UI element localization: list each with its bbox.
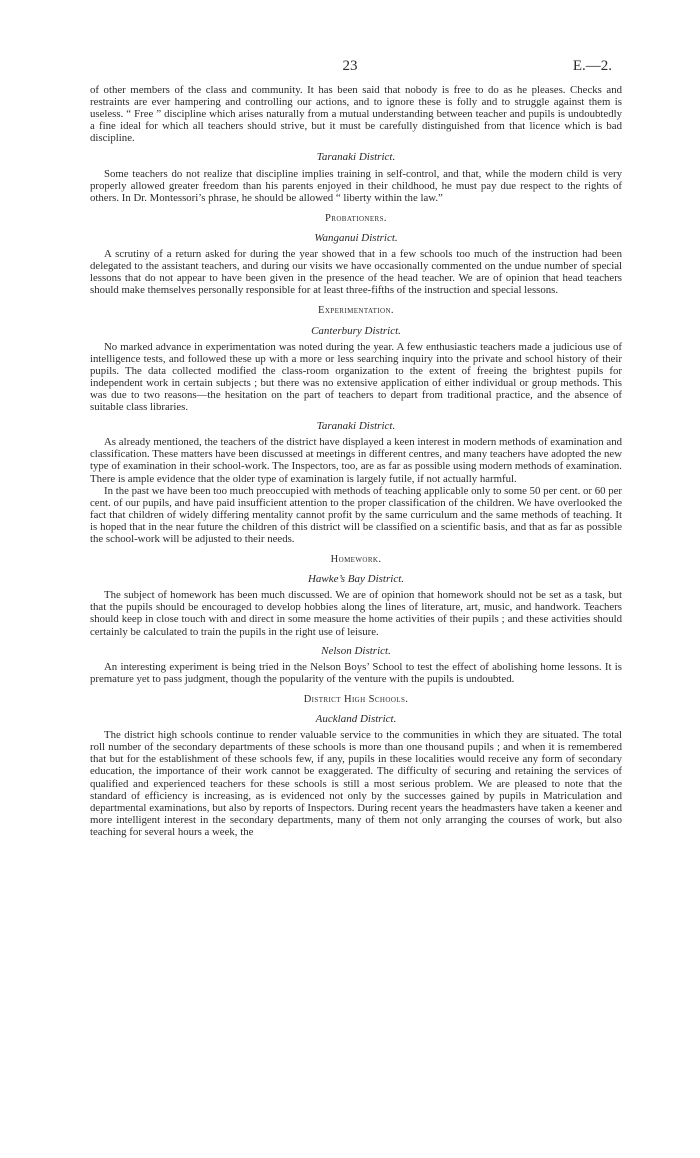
paragraph: An interesting experiment is being tried in the Nelson Boys’ School to test the effect of abolishing home lessons. It is premature yet to pass judgment, though the popularity of the venture with the pupils is undoubted.: [90, 660, 622, 685]
document-body: [90, 84, 622, 838]
paragraph: of other members of the class and community. It has been said that nobody is free to do as he pleases. Checks and restraints are ever hampering and controlling our actions, and to ignore these is folly and to struggle against them is useless. “ Free ” discipline which arises naturally from a mutual understanding between teacher and pupils is undoubtedly a fine ideal for which all teachers should strive, but it must be carefully distinguished from that licence which is bad discipline.: [90, 84, 622, 145]
document-reference: E.—2.: [572, 58, 612, 74]
paragraph: In the past we have been too much preoccupied with methods of teaching applicable only to some 50 per cent. or 60 per cent. of our pupils, and have paid insufficient attention to the proper classification of the children. We have overlooked the fact that children of widely differing mentality cannot profit by the same curriculum and the same methods of teaching. It is hoped that in the near future the children of this district will be classified on a scientific basis, and that as far as possible the school-work will be adjusted to their needs.: [90, 484, 622, 545]
district-heading: Taranaki District.: [316, 420, 396, 433]
page-number: 23: [342, 58, 358, 74]
district-heading: Taranaki District.: [316, 151, 396, 164]
district-heading: Auckland District.: [315, 713, 397, 726]
paragraph: As already mentioned, the teachers of the district have displayed a keen interest in modern methods of examination and classification. These matters have been discussed at meetings in different centres, and many teachers have adopted the new type of examination in their school-work. The Inspectors, too, are as far as possible using modern methods of examination. There is ample evidence that the older type of examination is largely futile, if not actually harmful.: [90, 436, 622, 485]
section-heading: Homework.: [330, 554, 382, 566]
section-heading: Experimentation.: [318, 305, 394, 317]
district-heading: Nelson District.: [321, 644, 391, 657]
section-heading: District High Schools.: [303, 693, 409, 705]
paragraph: The subject of homework has been much discussed. We are of opinion that homework should not be set as a task, but that the pupils should be encouraged to develop hobbies along the lines of literature, art, music, and handwork. Teachers should keep in close touch with and direct in some measure the home activities of their pupils ; and these activities should certainly be calculated to train the pupils in the right use of leisure.: [90, 589, 622, 638]
paragraph: No marked advance in experimentation was noted during the year. A few enthusiastic teachers made a judicious use of intelligence tests, and followed these up with a more or less searching inquiry into the private and school history of their pupils. The data collected modified the class-room organization to the extent of freeing the brightest pupils for independent work in certain subjects ; but there was no extensive application of either individual or group methods. This was due to two reasons—the hesitation on the part of teachers to depart from traditional practice, and the absence of suitable class libraries.: [90, 340, 622, 414]
paragraph: The district high schools continue to render valuable service to the communities in which they are situated. The total roll number of the secondary departments of these schools is more than one thousand pupils ; and when it is remembered that but for the establishment of these schools few, if any, pupils in these localities would receive any form of secondary education, the importance of their work cannot be exaggerated. The difficulty of securing and retaining the services of qualified and experienced teachers for these schools is still a most serious problem. We are pleased to note that the standard of efficiency is increasing, as is evidenced not only by the successes gained by pupils in Matriculation and departmental examinations, but also by reports of Inspectors. During recent years the headmasters have taken a keener and more intelligent interest in the secondary departments, many of them not only arranging the courses of work, but also teaching for several hours a week, the: [90, 729, 622, 838]
section-heading: Probationers.: [325, 212, 387, 224]
paragraph: Some teachers do not realize that discipline implies training in self-control, and that, while the modern child is very properly allowed greater freedom than his parents enjoyed in their childhood, he must pay due respect to the rights of others. In Dr. Montessori’s phrase, he should be allowed “ liberty within the law.”: [90, 167, 622, 204]
district-heading: Canterbury District.: [311, 324, 401, 337]
district-heading: Wanganui District.: [314, 231, 398, 244]
district-heading: Hawke’s Bay District.: [307, 573, 405, 586]
paragraph: A scrutiny of a return asked for during the year showed that in a few schools too much of the instruction had been delegated to the assistant teachers, and during our visits we have occasionally commented on the undue number of special lessons that do not appear to have been given in the presence of the head teacher. We are of opinion that head teachers should make themselves personally responsible for at least three-fifths of the instruction and special lessons.: [90, 248, 622, 297]
